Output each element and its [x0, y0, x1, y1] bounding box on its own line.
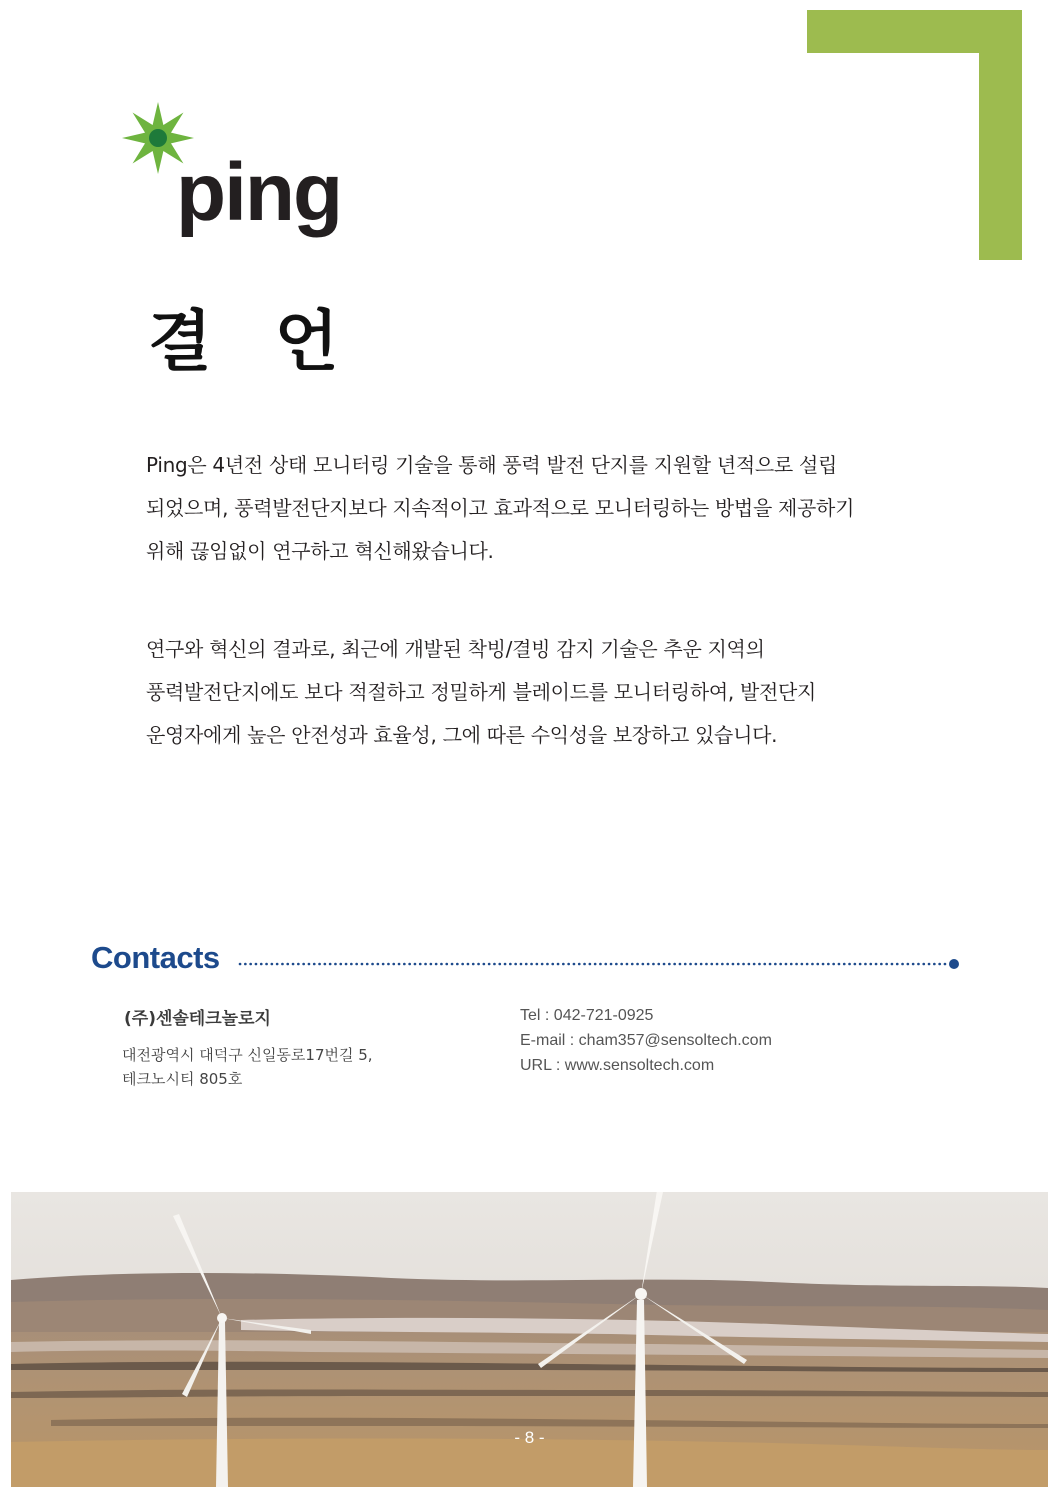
logo-wordmark: ping — [176, 147, 342, 238]
phone-number: Tel : 042-721-0925 — [520, 1007, 654, 1024]
ping-logo — [118, 100, 368, 240]
paragraph-line: 풍력발전단지에도 보다 적절하고 정밀하게 블레이드를 모니터링하여, 발전단지 — [146, 680, 817, 704]
paragraph-line: 위해 끊임없이 연구하고 혁신해왔습니다. — [146, 539, 494, 563]
paragraph-1 — [146, 444, 936, 573]
contact-details — [520, 1003, 772, 1078]
company-name: (주)센솔테크놀로지 — [124, 1009, 271, 1029]
paragraph-2 — [146, 628, 936, 757]
body-text — [146, 444, 936, 812]
email-address[interactable]: E-mail : cham357@sensoltech.com — [520, 1032, 772, 1049]
corner-bracket-decoration — [807, 10, 1022, 260]
website-url[interactable]: URL : www.sensoltech.com — [520, 1057, 715, 1074]
paragraph-line: 연구와 혁신의 결과로, 최근에 개발된 착빙/결빙 감지 기술은 추운 지역의 — [146, 637, 765, 661]
address-line: 대전광역시 대덕구 신일동로17번길 5, — [122, 1046, 373, 1064]
page-title: 결 언 — [148, 303, 359, 380]
address-line: 테크노시티 805호 — [122, 1070, 243, 1088]
page-number: - 8 - — [514, 1428, 545, 1447]
dotted-divider — [238, 958, 960, 970]
paragraph-line: 되었으며, 풍력발전단지보다 지속적이고 효과적으로 모니터링하는 방법을 제공하기 — [146, 496, 855, 520]
contacts-heading: Contacts — [91, 940, 220, 975]
paragraph-line: Ping은 4년전 상태 모니터링 기술을 통해 풍력 발전 단지를 지원할 년적으로 설립 — [146, 453, 838, 477]
paragraph-line: 운영자에게 높은 안전성과 효율성, 그에 따른 수익성을 보장하고 있습니다. — [146, 723, 778, 747]
company-address — [122, 1043, 373, 1091]
